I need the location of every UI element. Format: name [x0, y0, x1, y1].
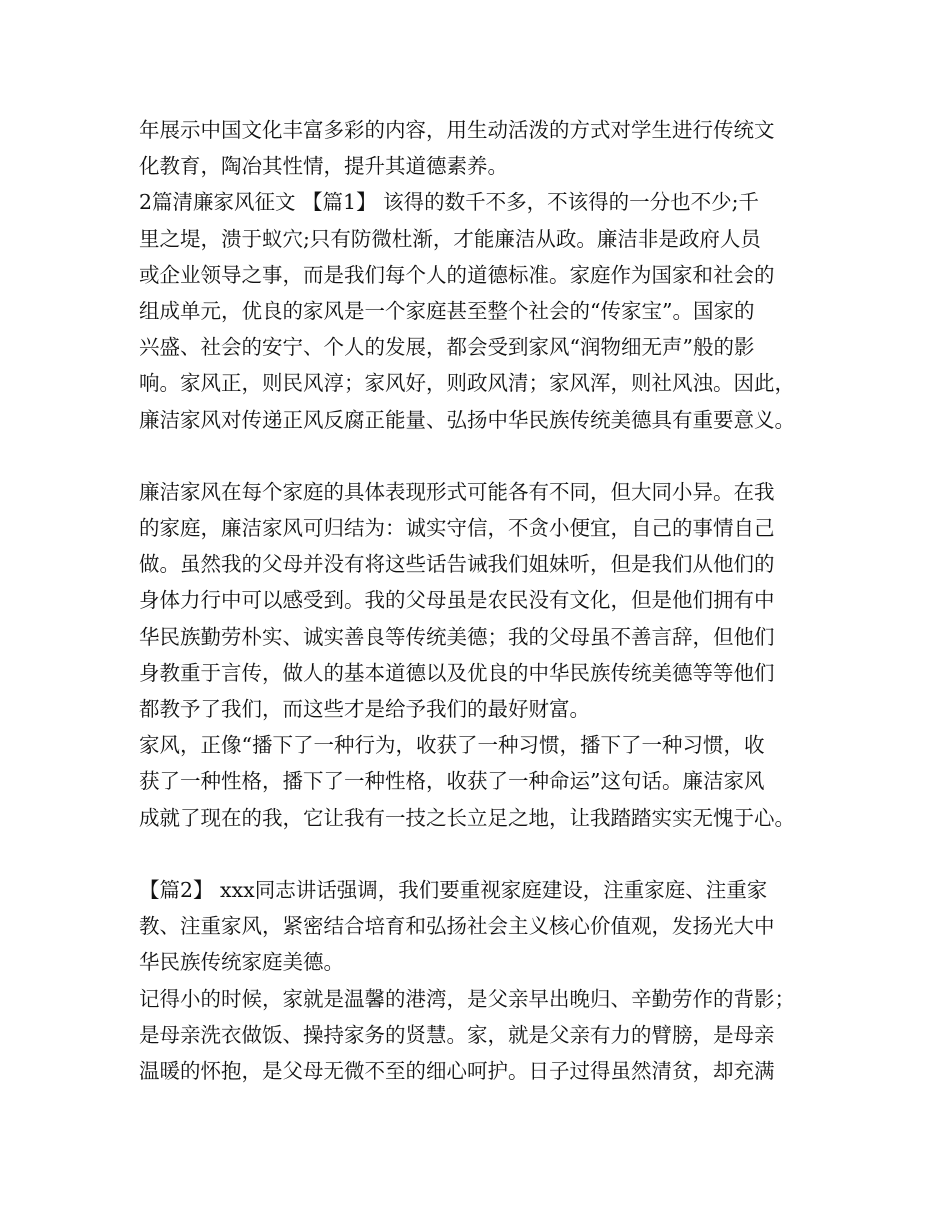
text-line: 家风，正像“播下了一种行为，收获了一种习惯，播下了一种习惯，收 — [139, 733, 765, 758]
text-line: 都教予了我们，而这些才是给予我们的最好财富。 — [139, 697, 590, 721]
text-line: 的家庭，廉洁家风可归结为：诚实守信，不贪小便宜，自己的事情自己 — [139, 516, 775, 541]
text-line: 响。家风正，则民风淳；家风好，则政风清；家风浑，则社风浊。因此， — [139, 371, 795, 396]
text-line: 温暖的怀抱，是父母无微不至的细心呵护。日子过得虽然清贫，却充满 — [139, 1058, 775, 1083]
text-line: 或企业领导之事，而是我们每个人的道德标准。家庭作为国家和社会的 — [139, 262, 775, 287]
document-body — [139, 112, 829, 1089]
text-line: 华民族传统家庭美德。 — [139, 950, 344, 975]
text-line: 做。虽然我的父母并没有将这些话告诫我们姐妹听，但是我们从他们的 — [139, 552, 775, 577]
text-line: 身教重于言传，做人的基本道德以及优良的中华民族传统美德等等他们 — [139, 660, 775, 685]
text-line: 年展示中国文化丰富多彩的内容，用生动活泼的方式对学生进行传统文 — [139, 118, 775, 142]
text-line: 【篇2】 xxx同志讲话强调，我们要重视家庭建设，注重家庭、注重家 — [139, 877, 768, 902]
text-line: 里之堤，溃于蚁穴;只有防微杜渐，才能廉洁从政。廉洁非是政府人员 — [139, 226, 761, 251]
text-line: 是母亲洗衣做饭、操持家务的贤慧。家，就是父亲有力的臂膀，是母亲 — [139, 1022, 775, 1047]
text-line: 兴盛、社会的安宁、个人的发展，都会受到家风“润物细无声”般的影 — [139, 335, 755, 360]
text-line: 化教育，陶冶其性情，提升其道德素养。 — [139, 154, 508, 179]
text-line: 身体力行中可以感受到。我的父母虽是农民没有文化，但是他们拥有中 — [139, 588, 775, 613]
text-line: 廉洁家风对传递正风反腐正能量、弘扬中华民族传统美德具有重要意义。 — [139, 407, 795, 432]
text-line: 教、注重家风，紧密结合培育和弘扬社会主义核心价值观，发扬光大中 — [139, 914, 775, 939]
text-line: 华民族勤劳朴实、诚实善良等传统美德；我的父母虽不善言辞，但他们 — [139, 624, 775, 649]
paragraph-gap — [139, 438, 829, 474]
paragraph-gap — [139, 836, 829, 872]
text-line: 组成单元，优良的家风是一个家庭甚至整个社会的“传家宝”。国家的 — [139, 298, 755, 323]
text-line: 2篇清廉家风征文 【篇1】 该得的数千不多，不该得的一分也不少;千 — [139, 190, 760, 215]
text-line: 成就了现在的我，它让我有一技之长立足之地，让我踏踏实实无愧于心。 — [139, 805, 795, 830]
text-line: 记得小的时候，家就是温馨的港湾，是父亲早出晚归、辛勤劳作的背影； — [139, 986, 795, 1011]
text-line: 廉洁家风在每个家庭的具体表现形式可能各有不同，但大同小异。在我 — [139, 479, 775, 504]
text-line: 获了一种性格，播下了一种性格，收获了一种命运”这句话。廉洁家风 — [139, 769, 765, 794]
